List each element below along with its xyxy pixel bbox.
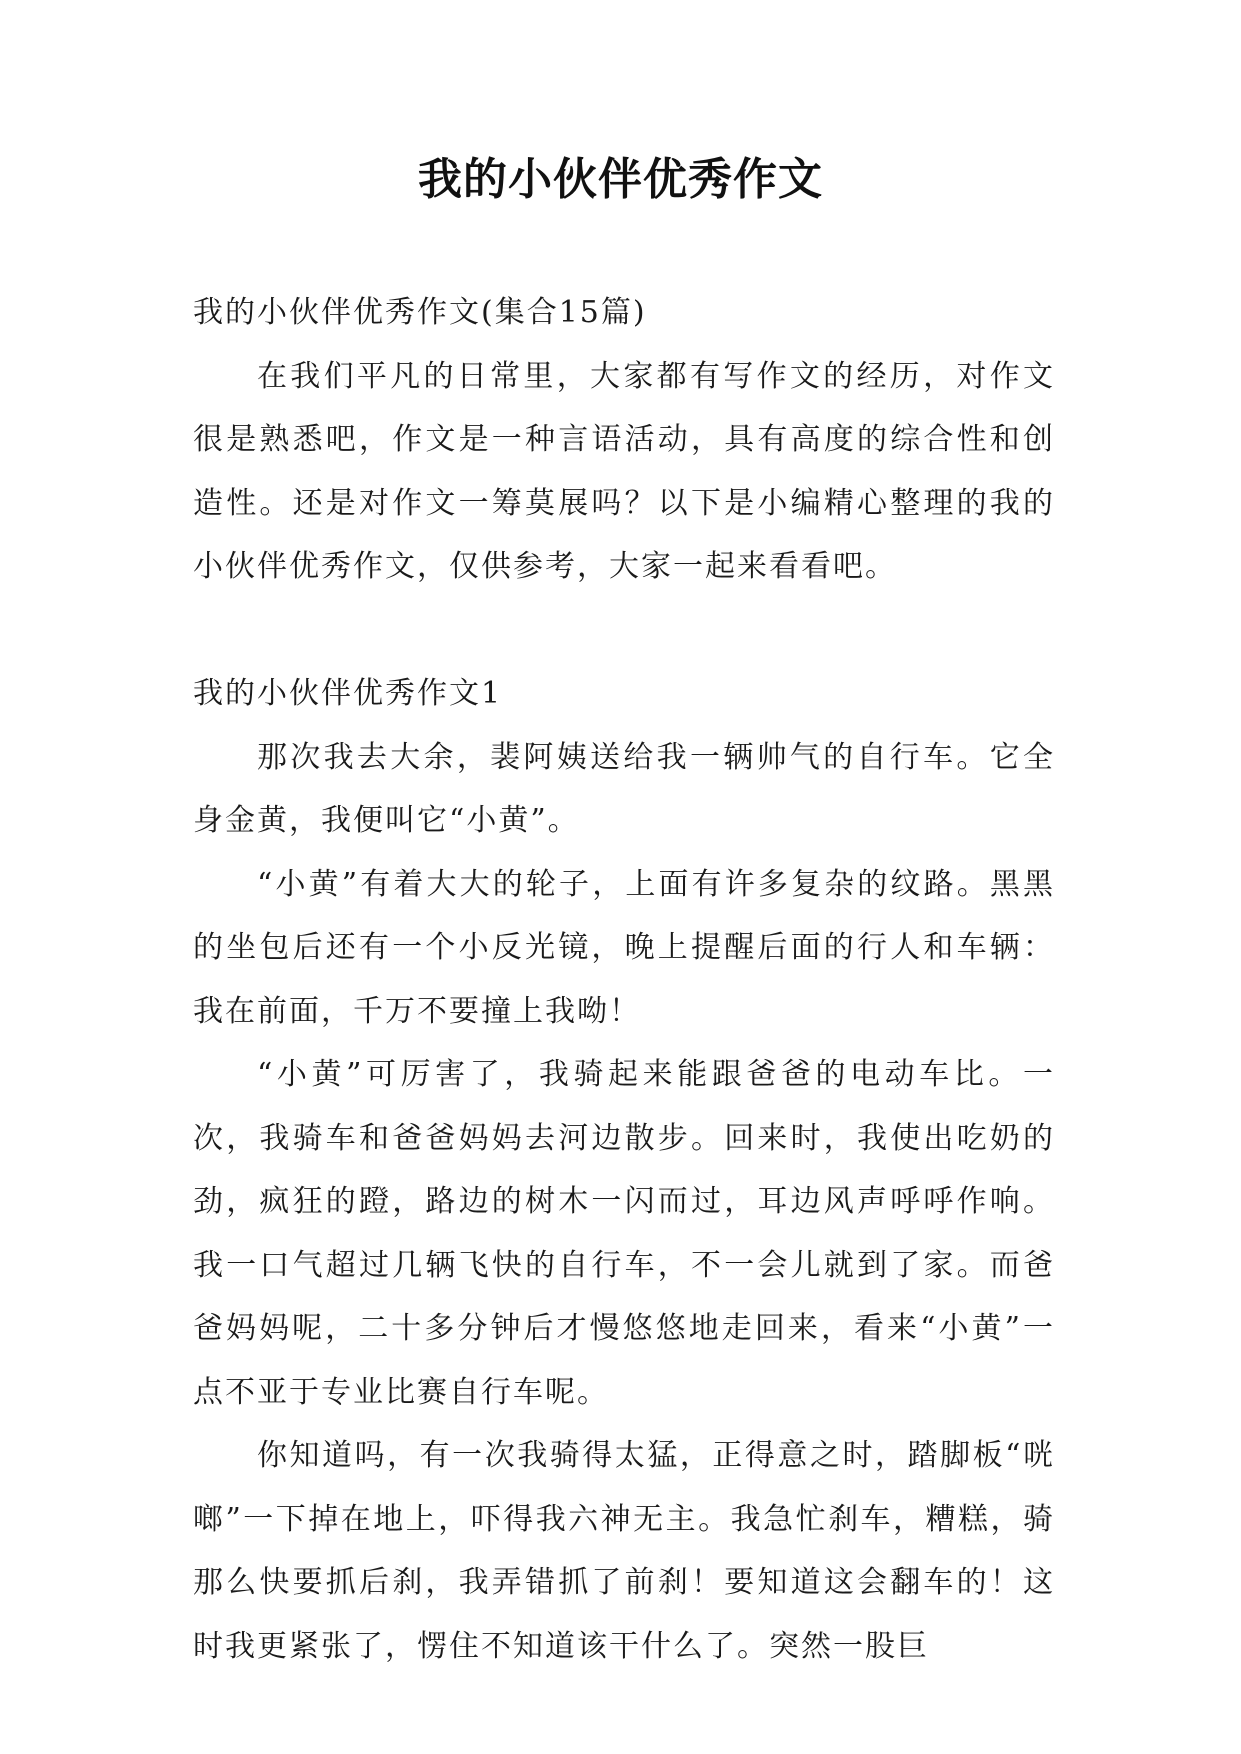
- intro-paragraph: 在我们平凡的日常里，大家都有写作文的经历，对作文很是熟悉吧，作文是一种言语活动，具有高度的综合性和创造性。还是对作文一筹莫展吗？以下是小编精心整理的我的小伙伴优秀作文，仅供参考，大家一起来看看吧。: [193, 358, 1055, 584]
- essay-paragraph: 那次我去大余，裴阿姨送给我一辆帅气的自行车。它全身金黄，我便叫它“小黄”。: [193, 739, 1055, 838]
- collection-heading: 我的小伙伴优秀作文(集合15篇): [193, 295, 647, 330]
- essay-paragraph: “小黄”有着大大的轮子，上面有许多复杂的纹路。黑黑的坐包后还有一个小反光镜，晚上提醒后面的行人和车辆：我在前面，千万不要撞上我呦！: [193, 866, 1055, 1029]
- section-spacer: [193, 599, 1055, 663]
- document-body: [193, 281, 1055, 1678]
- essay-paragraph: 你知道吗，有一次我骑得太猛，正得意之时，踏脚板“咣啷”一下掉在地上，吓得我六神无主。我急忙刹车，糟糕，骑那么快要抓后刹，我弄错抓了前刹！要知道这会翻车的！这时我更紧张了，愣住不知道该干什么了。突然一股巨: [193, 1438, 1055, 1664]
- essay-paragraph: “小黄”可厉害了，我骑起来能跟爸爸的电动车比。一次，我骑车和爸爸妈妈去河边散步。回来时，我使出吃奶的劲，疯狂的蹬，路边的树木一闪而过，耳边风声呼呼作响。我一口气超过几辆飞快的自行车，不一会儿就到了家。而爸爸妈妈呢，二十多分钟后才慢悠悠地走回来，看来“小黄”一点不亚于专业比赛自行车呢。: [193, 1057, 1055, 1410]
- document-title: 我的小伙伴优秀作文: [418, 154, 823, 205]
- essay-heading: 我的小伙伴优秀作文1: [193, 676, 503, 711]
